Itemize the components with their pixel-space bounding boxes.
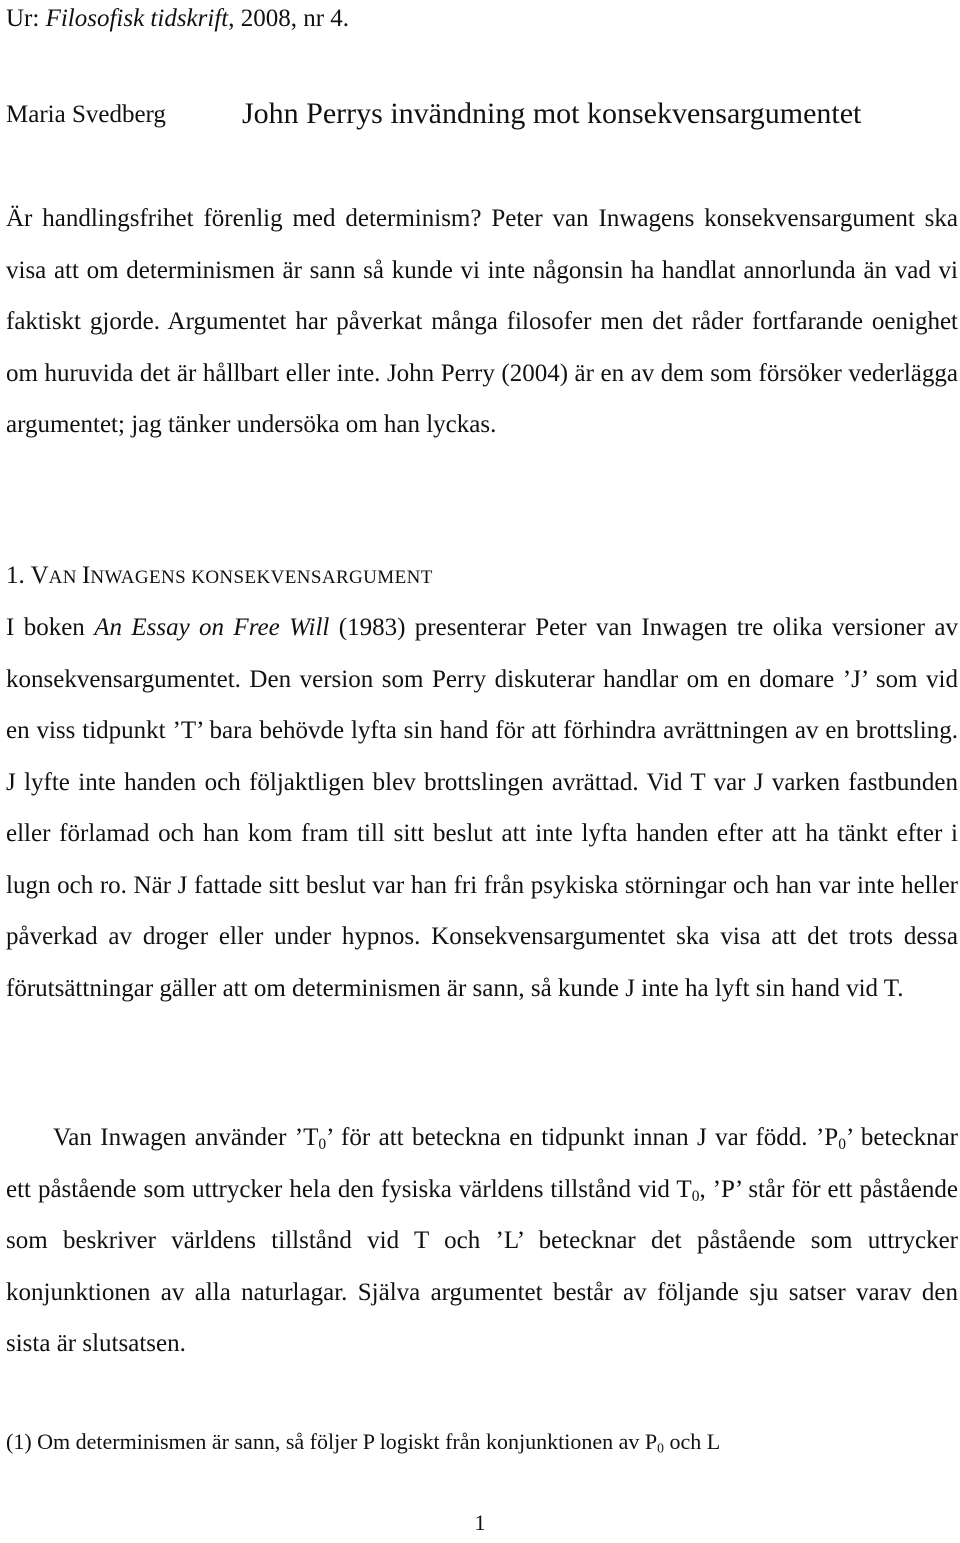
intro-paragraph: Är handlingsfrihet förenlig med determinism? Peter van Inwagens konsekvensargument ska visa att om determinismen är sann så kunde vi inte någonsin ha handlat annorlunda än vad vi faktiskt gjorde. Argumentet har påverkat många filosofer men det råder fortfarande oenighet om huruvida det är hållbart eller inte. John Perry (2004) är en av dem som försöker vederlägga argumentet; jag tänker undersöka om han lyckas.: [6, 205, 958, 438]
section-heading: 1. VAN INWAGENS KONSEKVENSARGUMENT: [6, 562, 433, 589]
body-paragraph-1: I boken An Essay on Free Will (1983) presenterar Peter van Inwagen tre olika versioner av konsekvensargumentet. Den version som Perry diskuterar handlar om en domare ’J’ som vid en viss tidpunkt ’T’ bara behövde lyfta sin hand för att förhindra avrättningen av en brottsling. J lyfte inte handen och följaktligen blev brottslingen avrättad. Vid T var J varken fastbunden eller förlamad och han kom fram till sitt beslut att inte lyfta handen efter att ha tänkt efter i lugn och ro. När J fattade sitt beslut var han fri från psykiska störningar och han var inte heller påverkad av droger eller under hypnos. Konsekvensargumentet ska visa att det trots dessa förutsättningar gäller att om determinismen är sann, så kunde J inte ha lyft sin hand vid T.: [6, 614, 958, 1002]
source-prefix: Ur:: [6, 5, 46, 32]
article-title: John Perrys invändning mot konsekvensargumentet: [242, 97, 862, 130]
page-number: 1: [474, 1510, 486, 1535]
author-name: Maria Svedberg: [6, 101, 166, 128]
book-title: An Essay on Free Will: [94, 614, 330, 641]
premise-1: (1) Om determinismen är sann, så följer P logiskt från konjunktionen av $P_0$ och L: [6, 1429, 721, 1456]
journal-name: Filosofisk tidskrift: [45, 5, 229, 32]
body-paragraph-2: Van Inwagen använder $’T_0$’ för att beteckna en tidpunkt innan J var född. $’P_0$’ betecknar ett påstående som uttrycker hela den fysiska världens tillstånd vid $T_0$, ’P’ står för ett påstående som beskriver världens tillstånd vid T och ’L’ betecknar det påstående som uttrycker konjunktionen av alla naturlagar. Själva argumentet består av följande sju satser varav den sista är slutsatsen.: [6, 1124, 959, 1357]
source-reference: [6, 2, 349, 36]
source-suffix: , 2008, nr 4.: [228, 5, 350, 32]
